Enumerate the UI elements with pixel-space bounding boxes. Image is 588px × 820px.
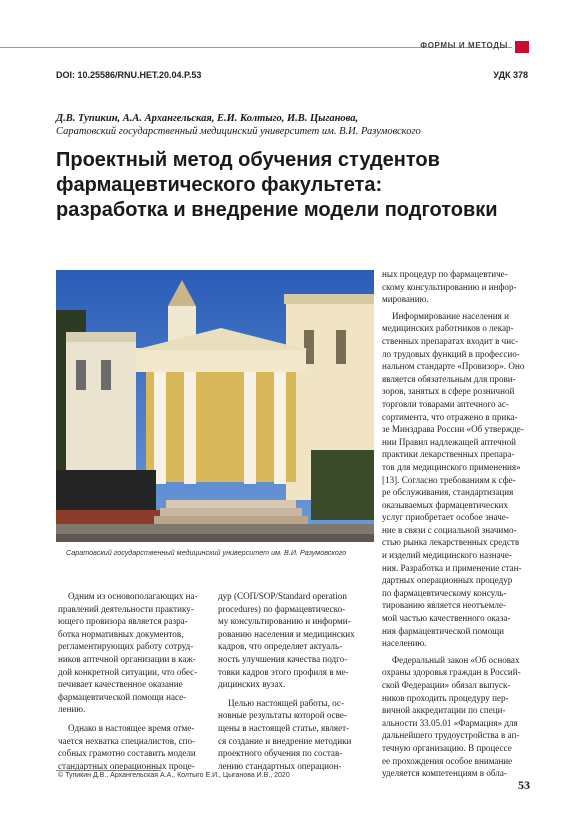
text-line: регламентирующих работу сотруд- bbox=[58, 641, 194, 652]
text-line: правлений деятельности практику- bbox=[58, 603, 194, 614]
text-line: тов для медицинского применения» bbox=[382, 461, 521, 472]
text-line: вичной аккредитации по специ- bbox=[382, 705, 506, 716]
text-line: новные результаты которой осве- bbox=[218, 710, 347, 721]
text-line: ской Федерации» обязал выпуск- bbox=[382, 680, 511, 690]
text-line: дальнейшего трудоустройства в ап- bbox=[382, 730, 520, 741]
text-line: является обязательным для прови- bbox=[382, 373, 516, 384]
text-line: кадров, что определяет актуаль- bbox=[218, 641, 343, 652]
udk-code: УДК 378 bbox=[493, 70, 528, 80]
text-line: Однако в настоящее время отме- bbox=[68, 722, 195, 733]
text-line: щены в настоящей статье, являет- bbox=[218, 722, 350, 733]
text-line: ных процедур по фармацевтиче- bbox=[382, 269, 508, 279]
text-line: по фармацевтическому консуль- bbox=[382, 587, 507, 598]
text-line: и изделий медицинского назначе- bbox=[382, 550, 512, 561]
photo-caption: Саратовский государственный медицинский университет им. В.И. Разумовского bbox=[66, 548, 347, 557]
text-line: ее прохождения особое внимание bbox=[382, 755, 513, 766]
text-line: му консультированию и информи- bbox=[218, 616, 351, 627]
text-line: медицинских работников о лекар- bbox=[382, 323, 514, 334]
affiliation: Саратовский государственный медицинский университет им. В.И. Разумовского bbox=[56, 126, 421, 137]
page-number: 53 bbox=[518, 778, 530, 792]
text-line: Информирование населения и bbox=[392, 310, 509, 321]
text-line: мированию. bbox=[382, 294, 429, 305]
article-title bbox=[56, 148, 546, 223]
title-line: фармацевтического факультета: bbox=[56, 174, 383, 196]
text-line: печивает качественное оказание bbox=[58, 679, 183, 690]
text-line: сортимента, что отражено в прика- bbox=[382, 411, 518, 422]
text-line: ся создание и внедрение методики bbox=[218, 735, 352, 746]
text-line: лению стандартных операцион- bbox=[218, 760, 342, 771]
text-line: альности 33.05.01 «Фармация» для bbox=[382, 717, 518, 728]
section-label: ФОРМЫ И МЕТОДЫ bbox=[420, 41, 508, 50]
text-line: ния. Разработка и применение стан- bbox=[382, 562, 522, 573]
title-line: разработка и внедрение модели подготовки bbox=[56, 199, 498, 221]
text-line: дицинских вузах. bbox=[218, 679, 286, 690]
text-line: стандартных операционных проце- bbox=[58, 760, 195, 771]
text-line: рованию населения и медицинских bbox=[218, 628, 355, 639]
text-line: procedures) по фармацевтическо- bbox=[218, 603, 346, 614]
text-line: стью рынка лекарственных средств bbox=[382, 537, 520, 548]
text-line: дур (СОП/SOP/Standard operation bbox=[218, 591, 347, 601]
text-line: населению. bbox=[382, 638, 427, 649]
text-line: лению. bbox=[58, 704, 86, 715]
text-line: нальном стандарте «Провизор». Оно bbox=[382, 361, 525, 372]
text-line: охраны здоровья граждан в Россий- bbox=[382, 667, 521, 678]
text-line: уделяется компетенциям в обла- bbox=[382, 768, 507, 779]
text-line: фармацевтической помощи насе- bbox=[58, 691, 187, 702]
text-line: чается нехватка специалистов, спо- bbox=[58, 735, 196, 746]
text-line: дартных операционных процедур bbox=[382, 575, 513, 586]
title-line: Проектный метод обучения студентов bbox=[56, 149, 440, 171]
text-line: ние в связи с социальной значимо- bbox=[382, 524, 517, 535]
text-line: ников проходить процедуру пер- bbox=[382, 692, 509, 703]
text-line: проектного обучения по состав- bbox=[218, 748, 343, 759]
text-line: ственных препаратах входит в чис- bbox=[382, 335, 519, 346]
footer-rule bbox=[56, 770, 161, 771]
text-line: зоров, занятых в сфере розничной bbox=[382, 386, 515, 397]
text-line: нии Правил надлежащей аптечной bbox=[382, 436, 517, 447]
text-line: дой конкретной ситуации, что обес- bbox=[58, 666, 198, 677]
text-line: мой частью качественного оказа- bbox=[382, 613, 511, 624]
text-line: зе Минздрава России «Об утвержде- bbox=[382, 424, 524, 435]
text-line: [13]. Согласно требованиям к сфе- bbox=[382, 474, 516, 485]
doi: DOI: 10.25586/RNU.HET.20.04.P.53 bbox=[56, 70, 202, 80]
text-line: ющего провизора является разра- bbox=[58, 616, 188, 627]
text-column-2 bbox=[218, 590, 370, 772]
text-line: ло трудовых функций в профессио- bbox=[382, 348, 520, 359]
text-line: ботка нормативных документов, bbox=[58, 628, 184, 639]
text-line: скому консультированию и инфор- bbox=[382, 281, 517, 292]
text-line: ность улучшения качества подго- bbox=[218, 653, 348, 664]
text-line: Одним из основополагающих на- bbox=[68, 591, 198, 601]
university-building-photo bbox=[56, 270, 374, 542]
section-marker bbox=[515, 41, 529, 53]
text-line: ников аптечной организации в каж- bbox=[58, 653, 196, 664]
text-line: товки кадров этого профиля в ме- bbox=[218, 666, 349, 677]
text-line: торговли товарами аптечного ас- bbox=[382, 398, 509, 409]
text-line: Федеральный закон «Об основах bbox=[392, 654, 520, 665]
text-line: Целью настоящей работы, ос- bbox=[228, 697, 344, 708]
text-column-3 bbox=[382, 268, 532, 780]
text-line: услуг приобретает особое значе- bbox=[382, 512, 509, 523]
copyright: © Тупикин Д.В., Архангельская А.А., Колтыго Е.И., Цыганова И.В., 2020 bbox=[58, 772, 290, 779]
text-line: ре обслуживания, стандартизация bbox=[382, 487, 514, 498]
text-line: тированию является неотъемле- bbox=[382, 600, 507, 611]
authors: Д.В. Тупикин, А.А. Архангельская, Е.И. Колтыго, И.В. Цыганова, bbox=[56, 113, 359, 124]
text-line: практики лекарственных препара- bbox=[382, 449, 515, 460]
text-line: собных грамотно составить модели bbox=[58, 748, 196, 759]
text-column-1 bbox=[58, 590, 208, 772]
text-line: оказываемых фармацевтических bbox=[382, 499, 509, 510]
text-line: ния фармацевтической помощи bbox=[382, 625, 504, 636]
text-line: течную организацию. В процессе bbox=[382, 742, 512, 753]
